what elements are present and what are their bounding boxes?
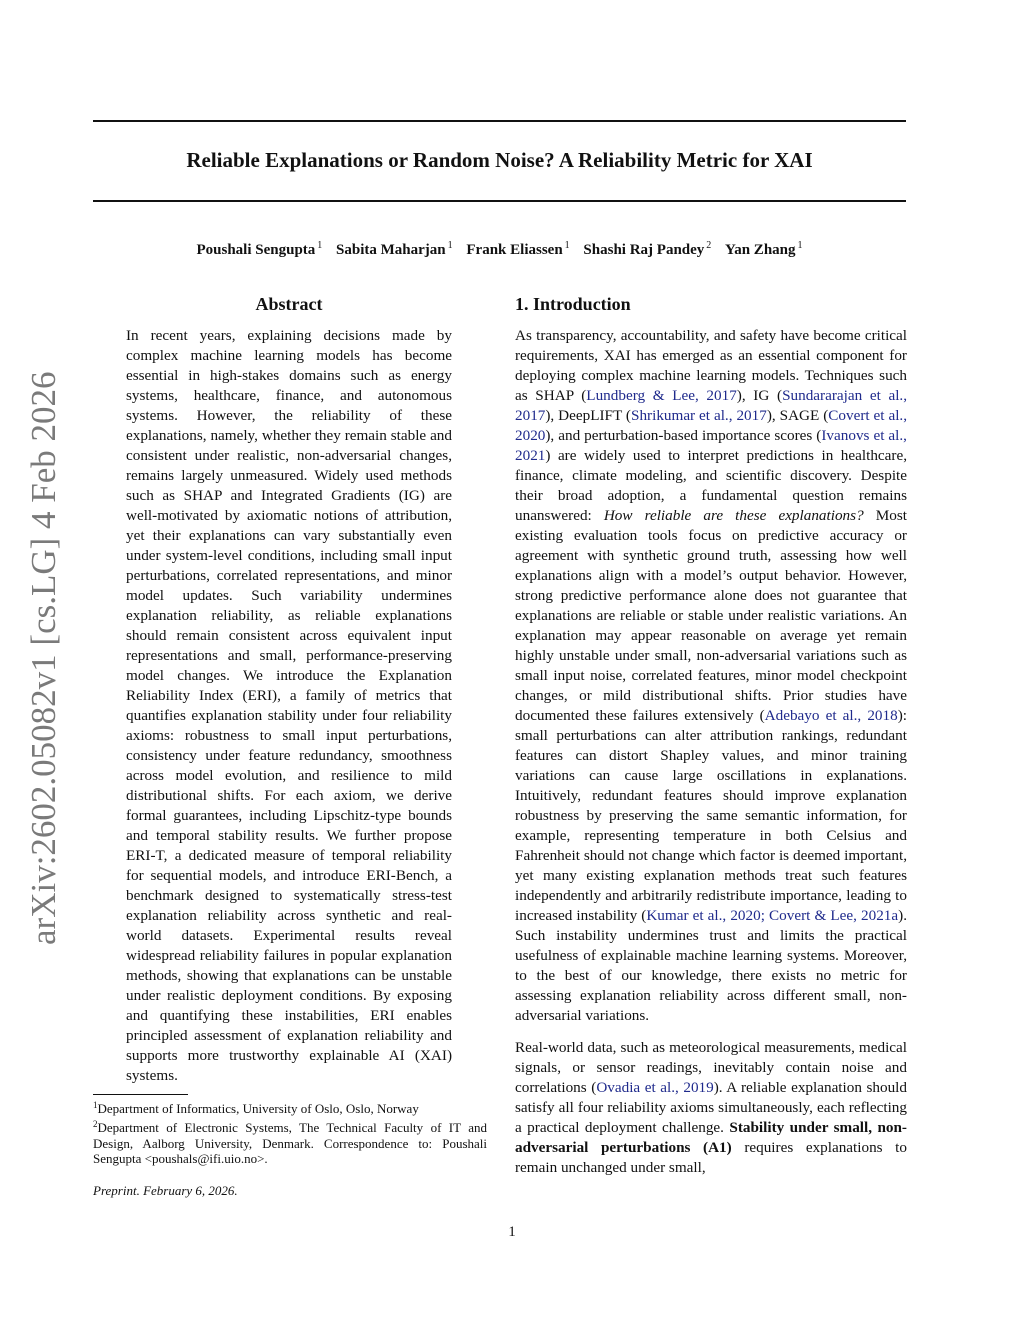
introduction-section	[515, 290, 907, 1178]
introduction-heading: 1. Introduction	[515, 294, 631, 314]
author-list	[93, 235, 906, 261]
abstract-text: In recent years, explaining decisions made by complex machine learning models has become essential in high-stakes domains such as energy systems, healthcare, finance, and autonomous systems. However, the reliability of these explanations, namely, whether they remain stable and consistent under realistic, non-adversarial changes, remains largely unmeasured. Widely used methods such as SHAP and Integrated Gradients (IG) are well-motivated by axiomatic notions of attribution, yet their explanations can vary substantially even under system-level conditions, including small input perturbations, correlated representations, and minor model updates. Such variability undermines explanation reliability, as reliable explanations should remain consistent across equivalent input representations and small, performance-preserving model changes. We introduce the Explanation Reliability Index (ERI), a family of metrics that quantifies explanation stability under four reliability axioms: robustness to small input perturbations, consistency under feature redundancy, smoothness across model evolution, and resilience to mild distributional shifts. For each axiom, we derive formal guarantees, including Lipschitz-type bounds and temporal stability results. We further propose ERI-T, a dedicated measure of temporal reliability for sequential models, and introduce ERI-Bench, a benchmark designed to systematically stress-test explanation reliability across synthetic and real-world datasets. Experimental results reveal widespread reliability failures in popular explanation methods, showing that explanations can be unstable under realistic deployment conditions. By exposing and quantifying these instabilities, ERI enables principled assessment of explanation reliability and supports more trustworthy explainable AI (XAI) systems.	[126, 327, 452, 1084]
citation-link[interactable]: Shrikumar et al., 2017	[631, 407, 767, 424]
footnote-rule	[93, 1094, 188, 1095]
title-rule-top	[93, 120, 906, 122]
author: Frank Eliassen $^1$	[466, 240, 570, 258]
citation-link[interactable]: Covert et al., 2020	[515, 407, 908, 444]
abstract-heading: Abstract	[255, 294, 323, 314]
axiom-a1-label: Stability under small, non-adversarial perturbations (A1)	[515, 1119, 907, 1156]
footnote-affiliation-2: $^2$Department of Electronic Systems, The Technical Faculty of IT and Design, Aalborg University, Denmark. Correspondence to: Poushali Sengupta <poushals@ifi.uio.no>.	[93, 1118, 487, 1167]
author: Sabita Maharjan $^1$	[336, 240, 453, 258]
intro-paragraph-1: As transparency, accountability, and safety have become critical requirements, XAI has emerged as an essential component for deploying complex machine learning models. Techniques such as SHAP (Lundberg & Lee, 2017), IG (Sundararajan et al., 2017), DeepLIFT (Shrikumar et al., 2017), SAGE (Covert et al., 2020), and perturbation-based importance scores (Ivanovs et al., 2021) are widely used to interpret predictions in healthcare, finance, climate modeling, and scientific discovery. Despite their broad adoption, a fundamental question remains unanswered: How reliable are these explanations? Most existing evaluation tools focus on predictive accuracy or agreement with synthetic ground truth, assessing how well explanations align with a model’s output behavior. However, strong predictive performance alone does not guarantee that explanations are reliable or stable under realistic variations. An explanation may appear reasonable on average yet remain highly unstable under small, non-adversarial variations such as small input noise, correlated features, minor model checkpoint changes, or mild distributional shifts. Prior studies have documented these failures extensively (Adebayo et al., 2018): small perturbations can alter attribution rankings, redundant features can distort Shapley values, and minor training variations can cause large oscillations in explanations. Intuitively, redundant features should improve explanation robustness by preserving the same semantic information, for example, representing temperature in both Celsius and Fahrenheit should not change which factor is deemed important, yet many existing explanation methods treat such features independently and arbitrarily redistribute importance, leading to increased instability (Kumar et al., 2020; Covert & Lee, 2021a). Such instability undermines trust and limits the practical usefulness of explainable machine learning systems. Moreover, to the best of our knowledge, there exists no metric for assessing explanation reliability across different small, non-adversarial variations.	[515, 327, 908, 1024]
arxiv-stamp-container	[14, 371, 74, 945]
citation-link[interactable]: Ivanovs et al., 2021	[515, 427, 907, 464]
affiliation-footnotes	[93, 1098, 487, 1167]
author: Shashi Raj Pandey $^2$	[583, 240, 712, 258]
page-number: 1	[508, 1224, 516, 1240]
footnote-affiliation-1: $^1$Department of Informatics, University of Oslo, Oslo, Norway	[93, 1100, 419, 1116]
citation-link[interactable]: Ovadia et al., 2019	[596, 1079, 714, 1096]
citation-link[interactable]: Covert & Lee, 2021a	[769, 907, 899, 924]
arxiv-stamp: arXiv:2602.05082v1 [cs.LG] 4 Feb 2026	[24, 371, 63, 945]
key-question: How reliable are these explanations?	[603, 507, 864, 524]
intro-paragraph-2: Real-world data, such as meteorological measurements, medical signals, or sensor readings, inevitably contain noise and correlations (Ovadia et al., 2019). A reliable explanation should satisfy all four reliability axioms simultaneously, each reflecting a practical deployment challenge. Stability under small, non-adversarial perturbations (A1) requires explanations to remain unchanged under small,	[515, 1039, 907, 1176]
citation-link[interactable]: Lundberg & Lee, 2017	[586, 387, 737, 404]
citation-link[interactable]: Kumar et al., 2020	[646, 907, 761, 924]
title-rule-bottom	[93, 200, 906, 202]
citation-link[interactable]: Sundararajan et al., 2017	[515, 387, 908, 424]
paper-title: Reliable Explanations or Random Noise? A Reliability Metric for XAI	[186, 148, 813, 172]
author: Poushali Sengupta $^1$	[196, 240, 323, 258]
author: Yan Zhang $^1$	[725, 240, 803, 258]
abstract-section	[126, 290, 452, 1086]
citation-link[interactable]: Adebayo et al., 2018	[764, 707, 898, 724]
preprint-date: Preprint. February 6, 2026.	[93, 1183, 238, 1198]
